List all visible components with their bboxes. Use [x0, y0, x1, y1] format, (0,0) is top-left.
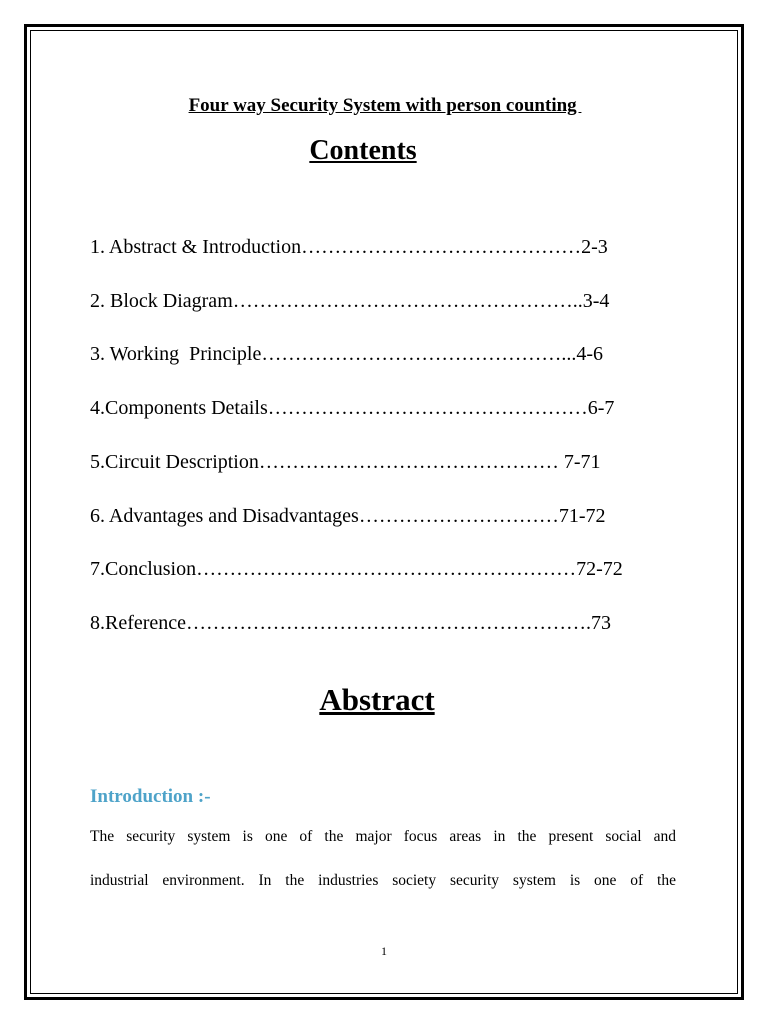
- toc-entry-working-principle: 3. Working Principle………………………………………...4-6: [90, 343, 603, 365]
- introduction-text-line: industrial environment. In the industries society security system is one of the: [90, 872, 676, 889]
- toc-entry-circuit-description: 5.Circuit Description……………………………………… 7-71: [90, 451, 601, 473]
- contents-heading: Contents: [309, 135, 417, 166]
- toc-entry-conclusion: 7.Conclusion…………………………………………………72-72: [90, 558, 623, 580]
- introduction-heading: Introduction :-: [90, 786, 211, 807]
- introduction-text-line: The security system is one of the major focus areas in the present social and: [90, 828, 676, 845]
- toc-entry-block-diagram: 2. Block Diagram……………………………………………..3-4: [90, 290, 610, 312]
- toc-entry-abstract-introduction: 1. Abstract & Introduction……………………………………2-3: [90, 236, 608, 258]
- toc-entry-advantages-disadvantages: 6. Advantages and Disadvantages…………………………71-72: [90, 505, 606, 527]
- document-title: Four way Security System with person counting: [188, 95, 582, 116]
- page-number: 1: [381, 944, 387, 958]
- toc-entry-components-details: 4.Components Details…………………………………………6-7: [90, 397, 615, 419]
- toc-entry-reference: 8.Reference…………………………………………………….73: [90, 612, 612, 634]
- abstract-heading: Abstract: [319, 682, 435, 717]
